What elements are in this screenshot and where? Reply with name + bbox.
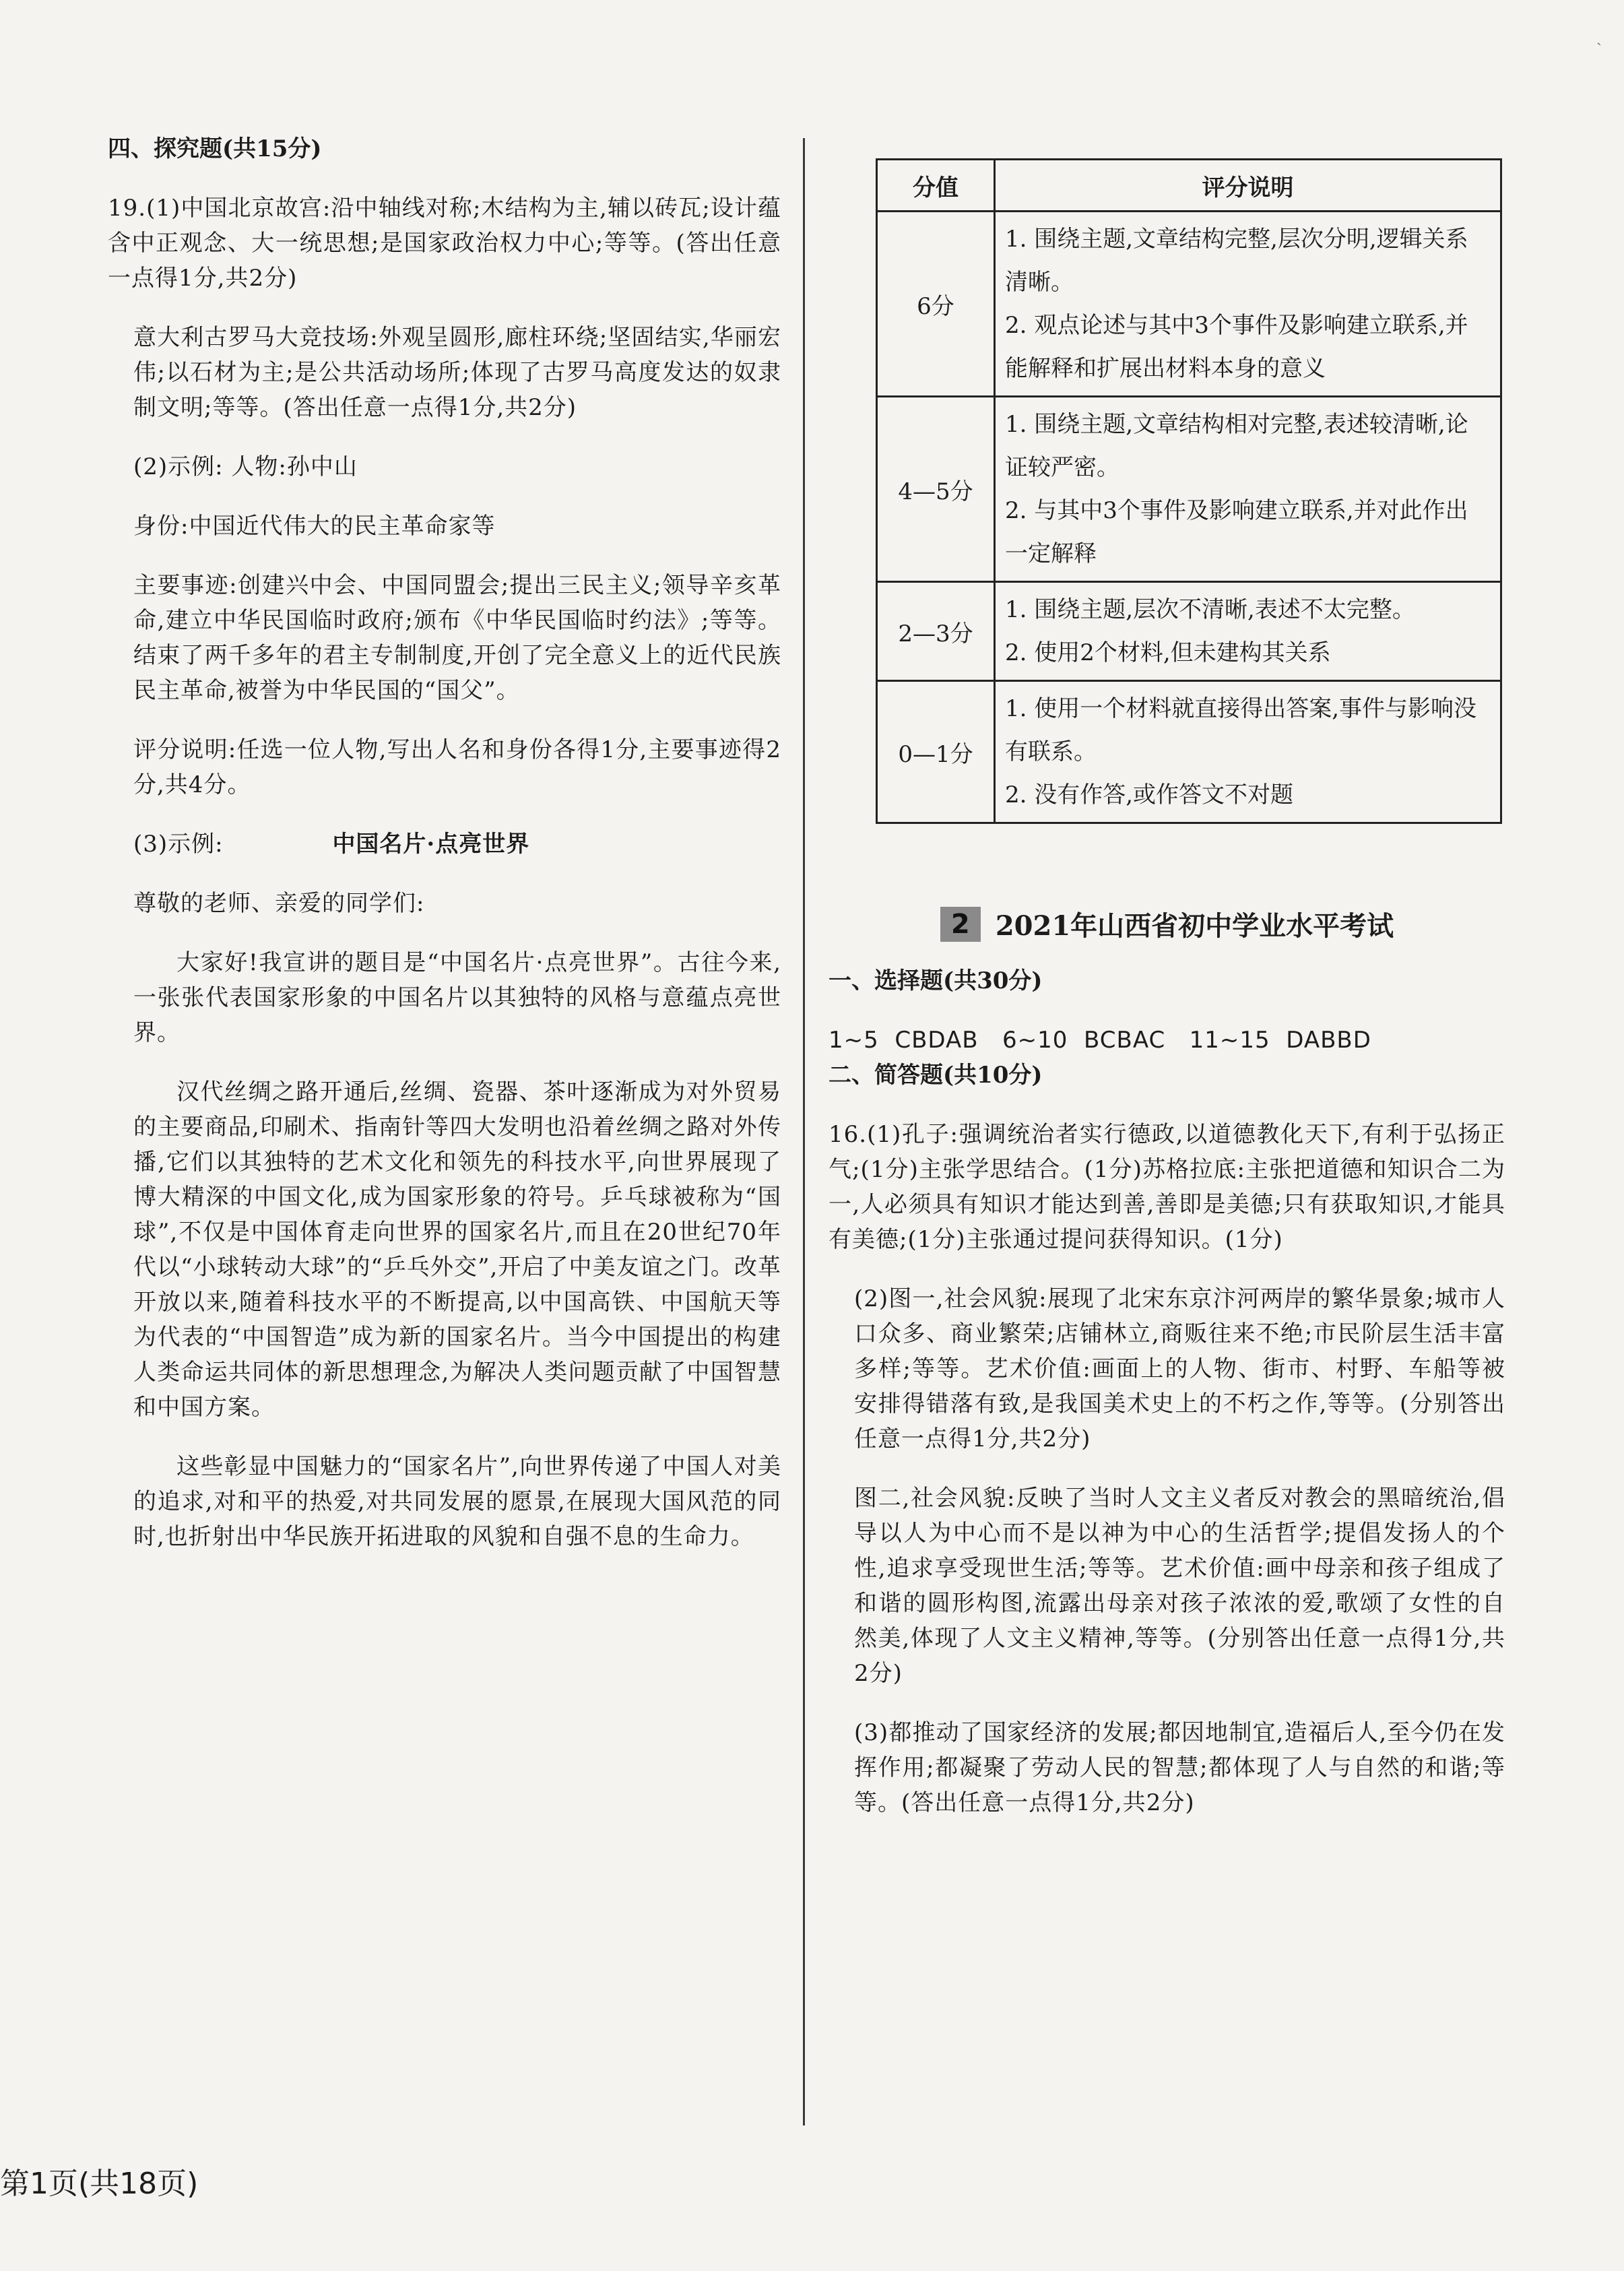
table-row [877, 582, 1501, 681]
speech-paragraph-3: 这些彰显中国魅力的“国家名片”,向世界传递了中国人对美的追求,对和平的热爱,对共同发展的愿景,在展现大国风范的同时,也折射出中华民族开拓进取的风貌和自强不息的生命力。 [133, 1453, 781, 1550]
column-divider [803, 138, 805, 2125]
q16-part3: (3)都推动了国家经济的发展;都因地制宜,造福后人,至今仍在发挥作用;都凝聚了劳动人民的智慧;都体现了人与自然的和谐;等等。(答出任意一点得1分,共2分) [854, 1719, 1505, 1816]
q19-part3-label: (3)示例: [133, 831, 224, 858]
row-desc [995, 681, 1501, 823]
q19-part2-identity: 身份:中国近代伟大的民主革命家等 [133, 513, 496, 540]
speech-paragraph-1: 大家好!我宣讲的题目是“中国名片·点亮世界”。古往今来,一张张代表国家形象的中国名片以其独特的风格与意蕴点亮世界。 [133, 949, 781, 1046]
row-desc [995, 212, 1501, 397]
row-desc [995, 582, 1501, 681]
row-score: 6分 [877, 212, 995, 397]
row-desc-line: 2. 使用2个材料,但未建构其关系 [1005, 639, 1331, 666]
table-row [877, 681, 1501, 823]
row-score: 2—3分 [877, 582, 995, 681]
row-desc-line: 2. 没有作答,或作答文不对题 [1005, 781, 1294, 808]
speech-title: 中国名片·点亮世界 [332, 831, 530, 858]
left-column [108, 131, 781, 1554]
choice-answers: 1~5 CBDAB 6~10 BCBAC 11~15 DABBD [829, 1027, 1371, 1054]
exam-number-badge: 2 [940, 907, 981, 942]
row-desc-line: 1. 围绕主题,文章结构完整,层次分明,逻辑关系清晰。 [1005, 226, 1468, 296]
exam-heading [829, 905, 1505, 943]
speech-greeting: 尊敬的老师、亲爱的同学们: [133, 890, 425, 917]
q19-part2-example: (2)示例: 人物:孙中山 [133, 453, 358, 480]
row-score: 0—1分 [877, 681, 995, 823]
q19-part1-gugong: 19.(1)中国北京故宫:沿中轴线对称;木结构为主,辅以砖瓦;设计蕴含中正观念、大一统思想;是国家政治权力中心;等等。(答出任意一点得1分,共2分) [108, 195, 781, 292]
row-desc-line: 1. 围绕主题,层次不清晰,表述不太完整。 [1005, 596, 1415, 623]
table-header-desc: 评分说明 [995, 160, 1501, 212]
table-row [877, 212, 1501, 397]
table-row [877, 397, 1501, 582]
q19-part1-colosseum: 意大利古罗马大竞技场:外观呈圆形,廊柱环绕;坚固结实,华丽宏伟;以石材为主;是公共活动场所;体现了古罗马高度发达的奴隶制文明;等等。(答出任意一点得1分,共2分) [133, 324, 781, 421]
row-desc-line: 2. 观点论述与其中3个事件及影响建立联系,并能解释和扩展出材料本身的意义 [1005, 312, 1468, 382]
exam-title: 2021年山西省初中学业水平考试 [995, 910, 1394, 942]
q19-part2-scoring: 评分说明:任选一位人物,写出人名和身份各得1分,主要事迹得2分,共4分。 [133, 736, 781, 798]
q16-part2-figure2: 图二,社会风貌:反映了当时人文主义者反对教会的黑暗统治,倡导以人为中心而不是以神为中心的生活哲学;提倡发扬人的个性,追求享受现世生活;等等。艺术价值:画中母亲和孩子组成了和谐的圆形构图,流露出母亲对孩子浓浓的爱,歌颂了女性的自然美,体现了人文主义精神,等等。(分别答出任意一点得1分,共2分) [854, 1485, 1505, 1687]
q19-part2-deeds: 主要事迹:创建兴中会、中国同盟会;提出三民主义;领导辛亥革命,建立中华民国临时政府;颁布《中华民国临时约法》;等等。结束了两千多年的君主专制制度,开创了完全意义上的近代民族民主革命,被誉为中华民国的“国父”。 [133, 572, 781, 704]
row-desc-line: 1. 围绕主题,文章结构相对完整,表述较清晰,论证较严密。 [1005, 411, 1468, 481]
table-header-row [877, 160, 1501, 212]
table-header-score: 分值 [877, 160, 995, 212]
right-column [829, 145, 1505, 1820]
grading-table [876, 158, 1502, 824]
row-score: 4—5分 [877, 397, 995, 582]
speech-paragraph-2: 汉代丝绸之路开通后,丝绸、瓷器、茶叶逐渐成为对外贸易的主要商品,印刷术、指南针等四大发明也沿着丝绸之路对外传播,它们以其独特的艺术文化和领先的科技水平,向世界展现了博大精深的中国文化,成为国家形象的符号。乒乓球被称为“国球”,不仅是中国体育走向世界的国家名片,而且在20世纪70年代以“小球转动大球”的“乒乓外交”,开启了中美友谊之门。改革开放以来,随着科技水平的不断提高,以中国高铁、中国航天等为代表的“中国智造”成为新的国家名片。当今中国提出的构建人类命运共同体的新思想理念,为解决人类问题贡献了中国智慧和中国方案。 [133, 1079, 781, 1421]
row-desc [995, 397, 1501, 582]
section-heading: 四、探究题(共15分) [108, 135, 322, 162]
corner-mark: ˎ [1596, 27, 1602, 46]
row-desc-line: 2. 与其中3个事件及影响建立联系,并对此作出一定解释 [1005, 497, 1468, 567]
q16-part2-figure1: (2)图一,社会风貌:展现了北宋东京汴河两岸的繁华景象;城市人口众多、商业繁荣;店铺林立,商贩往来不绝;市民阶层生活丰富多样;等等。艺术价值:画面上的人物、街市、村野、车船等被安排得错落有致,是我国美术史上的不朽之作,等等。(分别答出任意一点得1分,共2分) [854, 1285, 1505, 1452]
section-choice: 一、选择题(共30分) [829, 967, 1043, 994]
section-short-answer: 二、简答题(共10分) [829, 1062, 1043, 1089]
row-desc-line: 1. 使用一个材料就直接得出答案,事件与影响没有联系。 [1005, 695, 1477, 765]
q19-part3-header [108, 827, 781, 862]
q16-part1: 16.(1)孔子:强调统治者实行德政,以道德教化天下,有利于弘扬正气;(1分)主张学思结合。(1分)苏格拉底:主张把道德和知识合二为一,人必须具有知识才能达到善,善即是美德;只有获取知识,才能具有美德;(1分)主张通过提问获得知识。(1分) [829, 1121, 1505, 1253]
page-number-footer: 第1页(共18页) [0, 2167, 199, 2201]
